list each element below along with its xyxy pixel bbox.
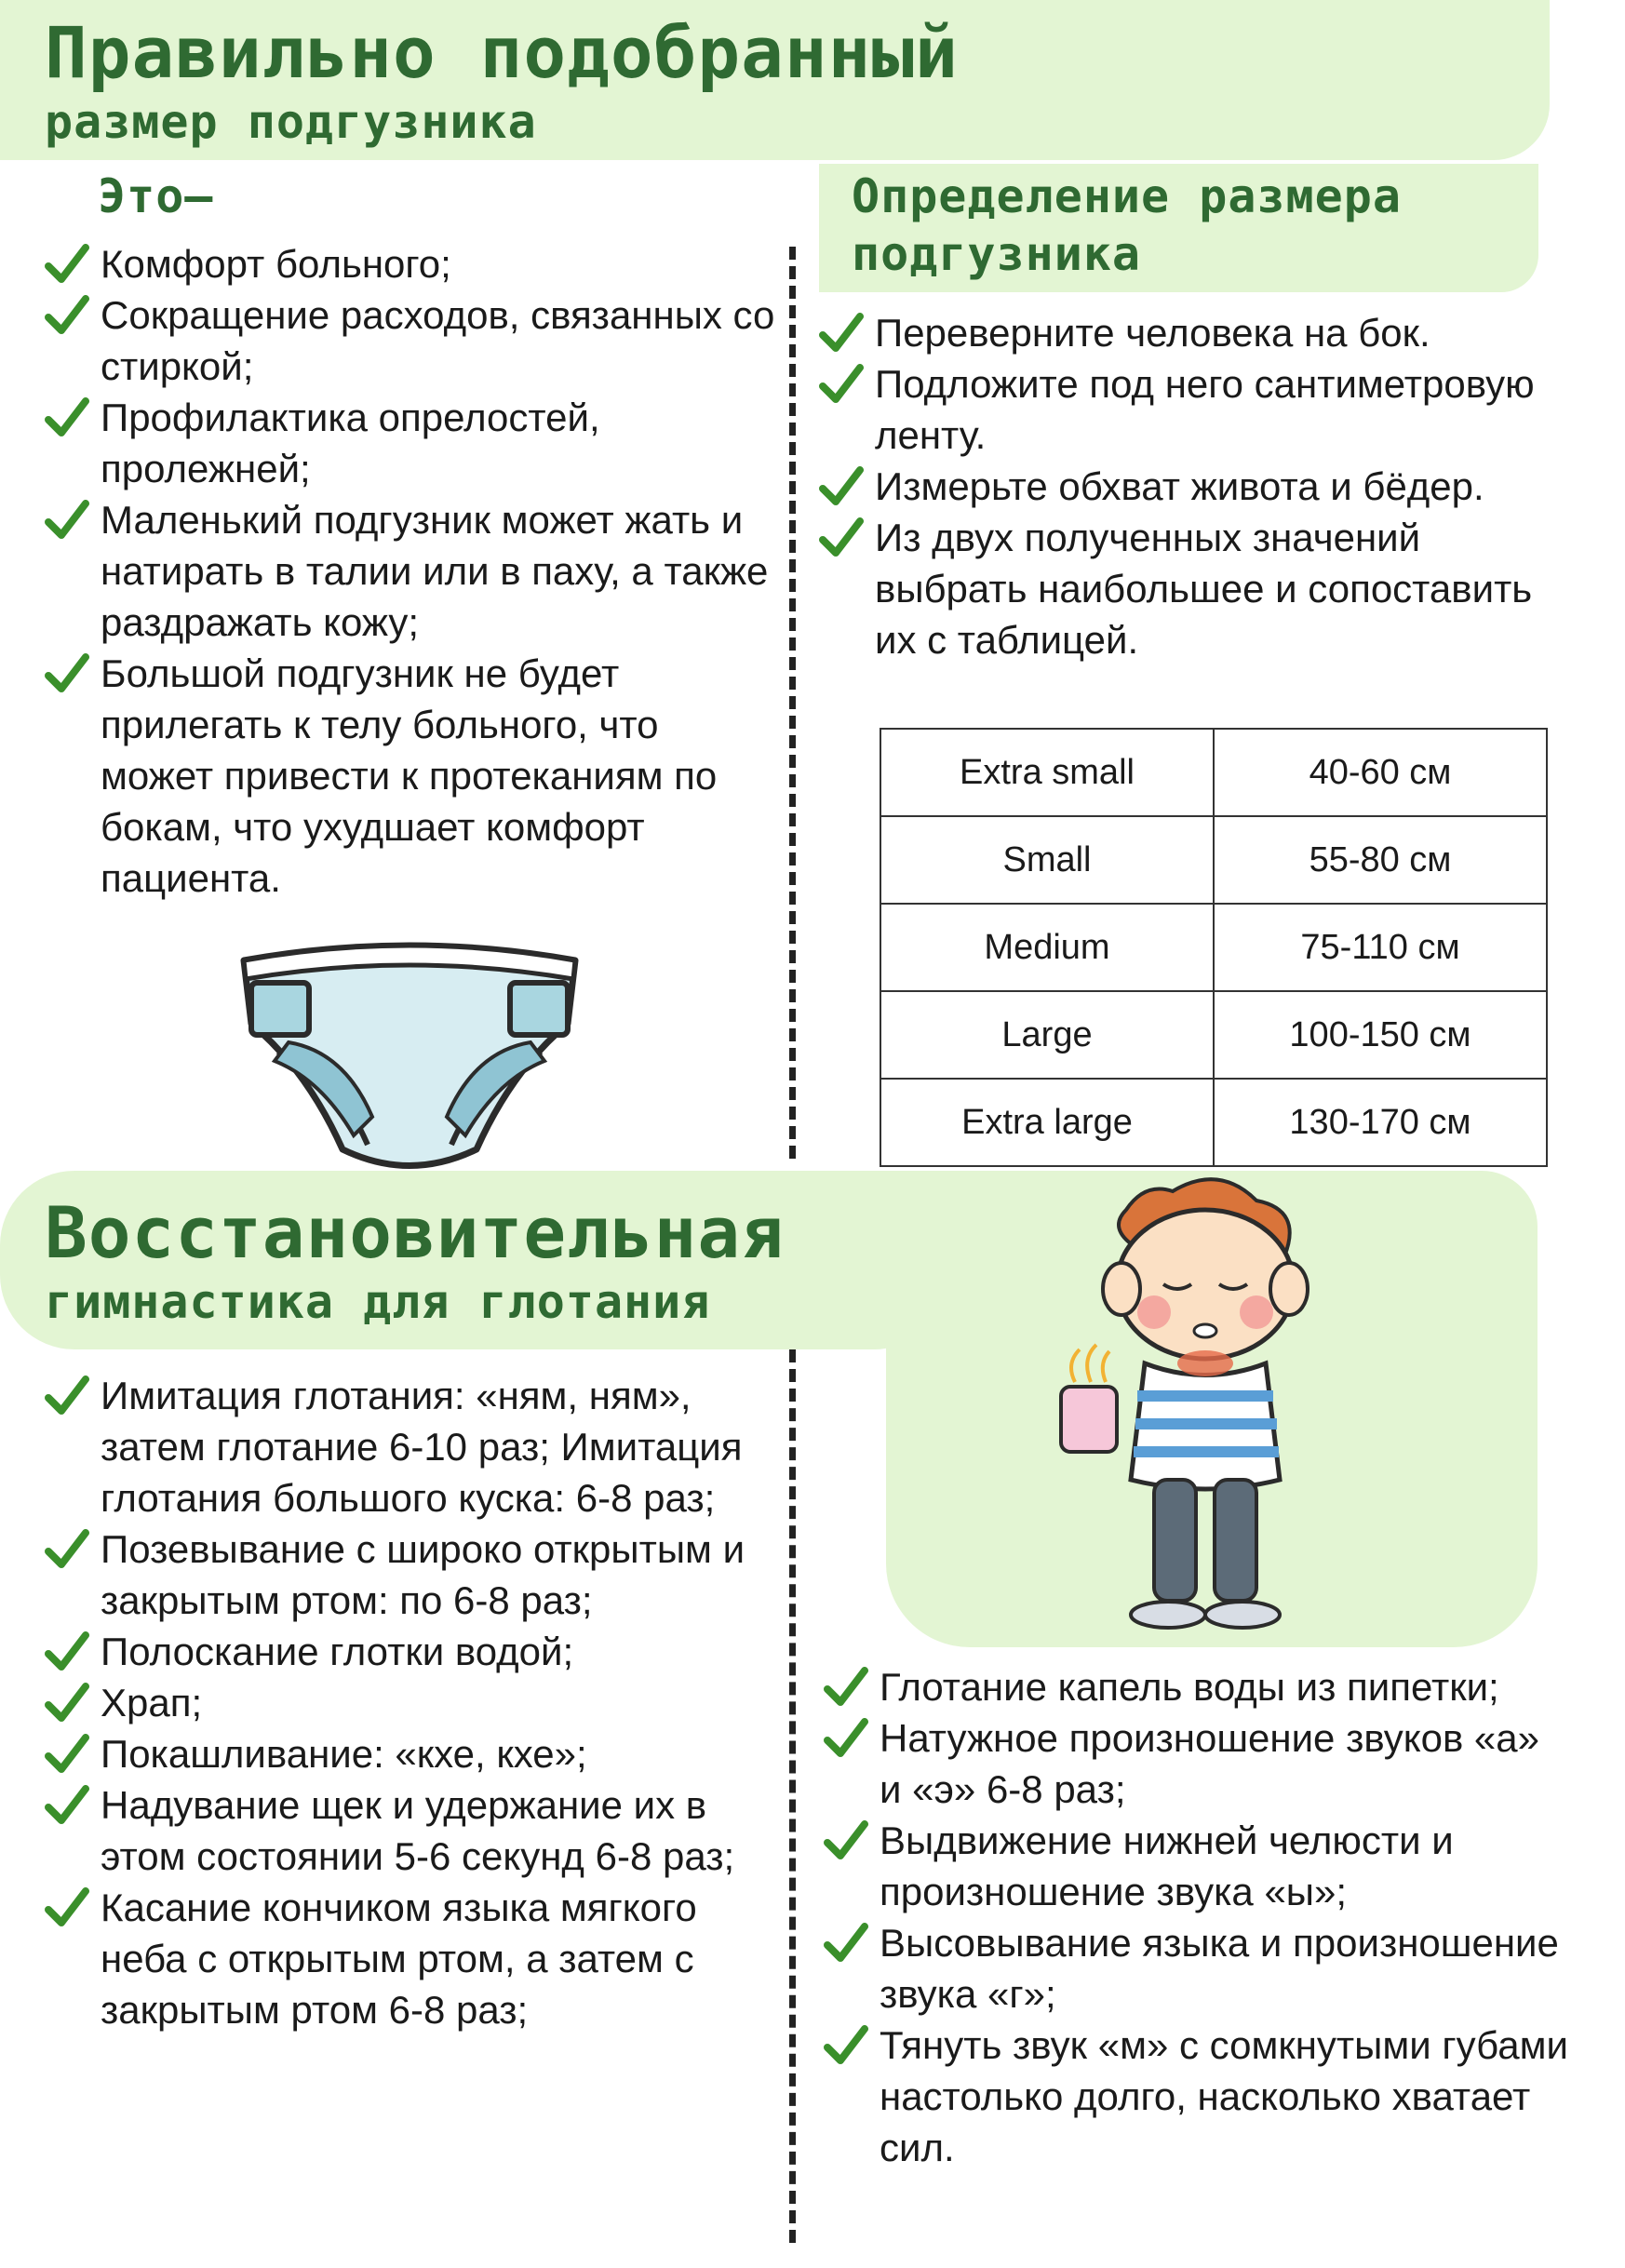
- sick-boy-illustration: [1033, 1173, 1331, 1638]
- table-row: [880, 991, 1547, 1079]
- list-item: [45, 1677, 789, 1728]
- list-item-text: Комфорт больного;: [101, 242, 451, 286]
- check-icon: [45, 653, 89, 694]
- check-icon: [824, 2025, 868, 2066]
- check-icon: [45, 397, 89, 438]
- check-icon: [819, 517, 864, 558]
- size-section-title: Определение размера подгузника: [852, 169, 1402, 281]
- column-divider-bottom: [789, 1349, 796, 2243]
- gym-subtitle: гимнастика для глотания: [45, 1275, 711, 1329]
- check-icon: [45, 1376, 89, 1416]
- size-name-cell: Extra small: [880, 729, 1214, 816]
- check-icon: [824, 1923, 868, 1964]
- list-item: [45, 289, 780, 392]
- gym-left-list: [45, 1370, 789, 2035]
- size-range-cell: 55-80 см: [1214, 816, 1547, 904]
- list-item: [819, 461, 1554, 512]
- list-item: [45, 1728, 789, 1779]
- list-item-text: Касание кончиком языка мягкого неба с открытым ртом, а затем с закрытым ртом 6-8 раз;: [101, 1886, 697, 2032]
- intro-label: Это–: [98, 169, 214, 223]
- size-name-cell: Extra large: [880, 1079, 1214, 1166]
- size-table: [880, 728, 1548, 1167]
- list-item: [45, 494, 780, 648]
- size-steps-list: [819, 307, 1554, 665]
- list-item: [45, 1370, 789, 1523]
- gym-title: Восстановительная: [45, 1191, 785, 1274]
- check-icon: [45, 295, 89, 336]
- list-item-text: Выдвижение нижней челюсти и произношение звука «ы»;: [880, 1818, 1454, 1913]
- list-item-text: Маленький подгузник может жать и натирать в талии или в паху, а также раздражать кожу;: [101, 498, 769, 644]
- benefits-list: [45, 238, 780, 904]
- check-icon: [819, 364, 864, 405]
- list-item: [824, 1712, 1568, 1815]
- list-item: [824, 2020, 1568, 2173]
- list-item-text: Натужное произношение звуков «а» и «э» 6-8 раз;: [880, 1716, 1539, 1811]
- page-title: Правильно подобранный: [45, 11, 959, 94]
- list-item-text: Профилактика опрелостей, пролежней;: [101, 396, 600, 490]
- list-item-text: Покашливание: «кхе, кхе»;: [101, 1732, 587, 1776]
- list-item: [45, 648, 780, 904]
- check-icon: [45, 244, 89, 285]
- list-item-text: Сокращение расходов, связанных со стиркой;: [101, 293, 775, 388]
- page-subtitle: размер подгузника: [45, 95, 537, 149]
- list-item: [45, 1779, 789, 1882]
- column-divider-top: [789, 247, 796, 1159]
- size-range-cell: 100-150 см: [1214, 991, 1547, 1079]
- size-name-cell: Small: [880, 816, 1214, 904]
- list-item: [45, 1882, 789, 2035]
- table-row: [880, 729, 1547, 816]
- list-item-text: Полоскание глотки водой;: [101, 1630, 574, 1673]
- check-icon: [45, 1887, 89, 1928]
- list-item-text: Высовывание языка и произношение звука «г»;: [880, 1921, 1559, 2016]
- gym-right-list: [824, 1661, 1568, 2173]
- check-icon: [45, 500, 89, 541]
- list-item-text: Из двух полученных значений выбрать наибольшее и сопоставить их с таблицей.: [875, 516, 1533, 662]
- check-icon: [45, 1734, 89, 1775]
- list-item-text: Измерьте обхват живота и бёдер.: [875, 464, 1484, 508]
- size-name-cell: Large: [880, 991, 1214, 1079]
- list-item: [824, 1815, 1568, 1917]
- list-item: [819, 358, 1554, 461]
- diaper-illustration: [233, 931, 586, 1191]
- list-item: [824, 1917, 1568, 2020]
- list-item-text: Большой подгузник не будет прилегать к телу больного, что может привести к протеканиям по бокам, что ухудшает комфорт пациента.: [101, 651, 718, 900]
- list-item-text: Храп;: [101, 1681, 203, 1724]
- list-item: [45, 392, 780, 494]
- check-icon: [824, 1820, 868, 1861]
- list-item: [45, 1626, 789, 1677]
- check-icon: [45, 1785, 89, 1826]
- list-item: [819, 307, 1554, 358]
- table-row: [880, 904, 1547, 991]
- list-item: [45, 238, 780, 289]
- check-icon: [819, 313, 864, 354]
- list-item-text: Позевывание с широко открытым и закрытым ртом: по 6-8 раз;: [101, 1527, 745, 1622]
- list-item-text: Подложите под него сантиметровую ленту.: [875, 362, 1535, 457]
- check-icon: [45, 1683, 89, 1724]
- list-item-text: Имитация глотания: «ням, ням», затем глотание 6-10 раз; Имитация глотания большого куска: 6-8 раз;: [101, 1374, 743, 1520]
- check-icon: [819, 466, 864, 507]
- list-item: [824, 1661, 1568, 1712]
- list-item-text: Надувание щек и удержание их в этом состоянии 5-6 секунд 6-8 раз;: [101, 1783, 735, 1878]
- list-item-text: Переверните человека на бок.: [875, 311, 1430, 355]
- size-name-cell: Medium: [880, 904, 1214, 991]
- check-icon: [824, 1718, 868, 1759]
- list-item-text: Глотание капель воды из пипетки;: [880, 1665, 1499, 1709]
- size-range-cell: 75-110 см: [1214, 904, 1547, 991]
- table-row: [880, 1079, 1547, 1166]
- table-row: [880, 816, 1547, 904]
- list-item: [45, 1523, 789, 1626]
- check-icon: [45, 1631, 89, 1672]
- check-icon: [45, 1529, 89, 1570]
- check-icon: [824, 1667, 868, 1708]
- size-range-cell: 130-170 см: [1214, 1079, 1547, 1166]
- list-item: [819, 512, 1554, 665]
- list-item-text: Тянуть звук «м» с сомкнутыми губами настолько долго, насколько хватает сил.: [880, 2023, 1568, 2169]
- size-range-cell: 40-60 см: [1214, 729, 1547, 816]
